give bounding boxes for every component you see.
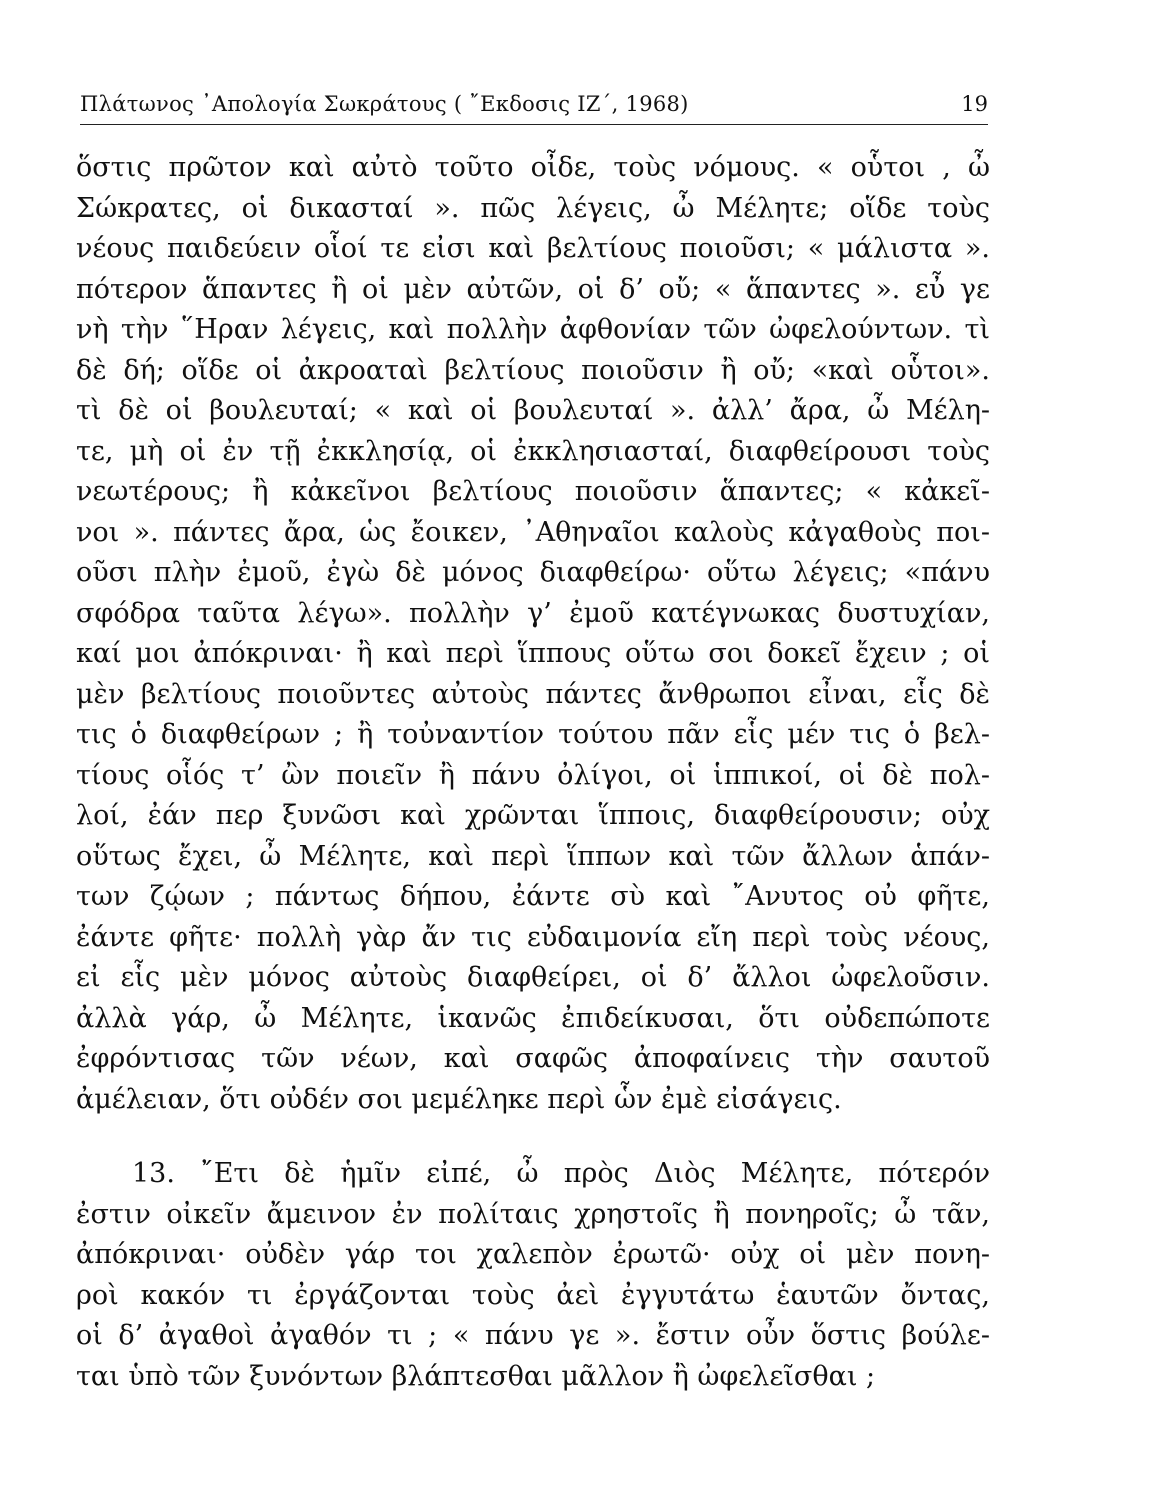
body-text [76, 148, 990, 1397]
text-line: οῦσι πλὴν ἐμοῦ, ἐγὼ δὲ μόνος διαφθείρω· οὕτω λέγεις; «πάνυ [76, 557, 990, 588]
text-line: νεωτέρους; ἢ κἀκεῖνοι βελτίους ποιοῦσιν ἅπαντες; « κἀκεῖ- [76, 476, 990, 507]
running-header [80, 92, 988, 125]
text-line: τε, μὴ οἱ ἐν τῇ ἐκκλησίᾳ, οἱ ἐκκλησιασταί, διαφθείρουσι τοὺς [76, 435, 990, 467]
text-line: ὅστις πρῶτον καὶ αὐτὸ τοῦτο οἶδε, τοὺς νόμους. « οὗτοι , ὦ [76, 152, 990, 183]
paragraph-gap [76, 1120, 990, 1154]
text-line: ἀμέλειαν, ὅτι οὐδέν σοι μεμέληκε περὶ ὧν ἐμὲ εἰσάγεις. [76, 1083, 842, 1115]
text-line: σφόδρα ταῦτα λέγω». πολλὴν γ’ ἐμοῦ κατέγνωκας δυστυχίαν, [76, 597, 990, 629]
page-number: 19 [961, 92, 988, 116]
text-line: ἐάντε φῆτε· πολλὴ γὰρ ἄν τις εὐδαιμονία εἴη περὶ τοὺς νέους, [76, 921, 990, 953]
text-line: Σώκρατες, οἱ δικασταί ». πῶς λέγεις, ὦ Μέλητε; οἵδε τοὺς [76, 192, 990, 224]
paragraph [76, 1154, 990, 1397]
text-line: πότερον ἅπαντες ἢ οἱ μὲν αὐτῶν, οἱ δ’ οὔ; « ἅπαντες ». εὖ γε [76, 273, 990, 305]
paragraph [76, 148, 990, 1120]
text-line: ἀπόκριναι· οὐδὲν γάρ τοι χαλεπὸν ἐρωτῶ· οὐχ οἱ μὲν πονη- [76, 1239, 990, 1270]
text-line: ροὶ κακόν τι ἐργάζονται τοὺς ἀεὶ ἐγγυτάτω ἑαυτῶν ὄντας, [76, 1279, 990, 1311]
text-line: λοί, ἐάν περ ξυνῶσι καὶ χρῶνται ἵπποις, διαφθείρουσιν; οὐχ [76, 800, 990, 831]
text-line: οἱ δ’ ἀγαθοὶ ἀγαθόν τι ; « πάνυ γε ». ἔστιν οὖν ὅστις βούλε- [76, 1320, 990, 1351]
text-line: εἰ εἷς μὲν μόνος αὐτοὺς διαφθείρει, οἱ δ’ ἄλλοι ὠφελοῦσιν. [76, 962, 990, 993]
text-line: 13. ῎Ετι δὲ ἡμῖν εἰπέ, ὦ πρὸς Διὸς Μέλητε, πότερόν [132, 1158, 990, 1189]
text-line: ται ὑπὸ τῶν ξυνόντων βλάπτεσθαι μᾶλλον ἢ ὠφελεῖσθαι ; [76, 1360, 876, 1392]
running-title: Πλάτωνος ᾿Απολογία Σωκράτους ( ῎Εκδοσις ΙΖ΄, 1968) [80, 92, 689, 116]
text-line: τὶ δὲ οἱ βουλευταί; « καὶ οἱ βουλευταί ». ἀλλ’ ἄρα, ὦ Μέλη- [76, 395, 990, 426]
text-line: νέους παιδεύειν οἷοί τε εἰσι καὶ βελτίους ποιοῦσι; « μάλιστα ». [76, 233, 990, 264]
text-line: ἐφρόντισας τῶν νέων, καὶ σαφῶς ἀποφαίνεις τὴν σαυτοῦ [76, 1043, 990, 1074]
text-line: μὲν βελτίους ποιοῦντες αὐτοὺς πάντες ἄνθρωποι εἶναι, εἷς δὲ [76, 678, 990, 710]
text-line: τις ὁ διαφθείρων ; ἢ τοὐναντίον τούτου πᾶν εἷς μέν τις ὁ βελ- [76, 719, 990, 750]
text-line: νοι ». πάντες ἄρα, ὡς ἔοικεν, ᾿Αθηναῖοι καλοὺς κἀγαθοὺς ποι- [76, 516, 990, 548]
text-line: ἐστιν οἰκεῖν ἄμεινον ἐν πολίταις χρηστοῖς ἢ πονηροῖς; ὦ τᾶν, [76, 1198, 990, 1230]
text-line: οὕτως ἔχει, ὦ Μέλητε, καὶ περὶ ἵππων καὶ τῶν ἄλλων ἁπάν- [76, 840, 990, 872]
text-line: των ζῴων ; πάντως δήπου, ἐάντε σὺ καὶ ῎Ανυτος οὐ φῆτε, [76, 881, 990, 912]
text-line: ἀλλὰ γάρ, ὦ Μέλητε, ἱκανῶς ἐπιδείκυσαι, ὅτι οὐδεπώποτε [76, 1002, 990, 1034]
text-line: δὲ δή; οἵδε οἱ ἀκροαταὶ βελτίους ποιοῦσιν ἢ οὔ; «καὶ οὗτοι». [76, 354, 990, 386]
text-line: τίους οἷός τ’ ὢν ποιεῖν ἢ πάνυ ὀλίγοι, οἱ ἱππικοί, οἱ δὲ πολ- [76, 759, 990, 791]
text-line: νὴ τὴν ῞Ηραν λέγεις, καὶ πολλὴν ἀφθονίαν τῶν ὠφελούντων. τὶ [76, 314, 990, 345]
text-line: καί μοι ἀπόκριναι· ἢ καὶ περὶ ἵππους οὕτω σοι δοκεῖ ἔχειν ; οἱ [76, 638, 990, 669]
